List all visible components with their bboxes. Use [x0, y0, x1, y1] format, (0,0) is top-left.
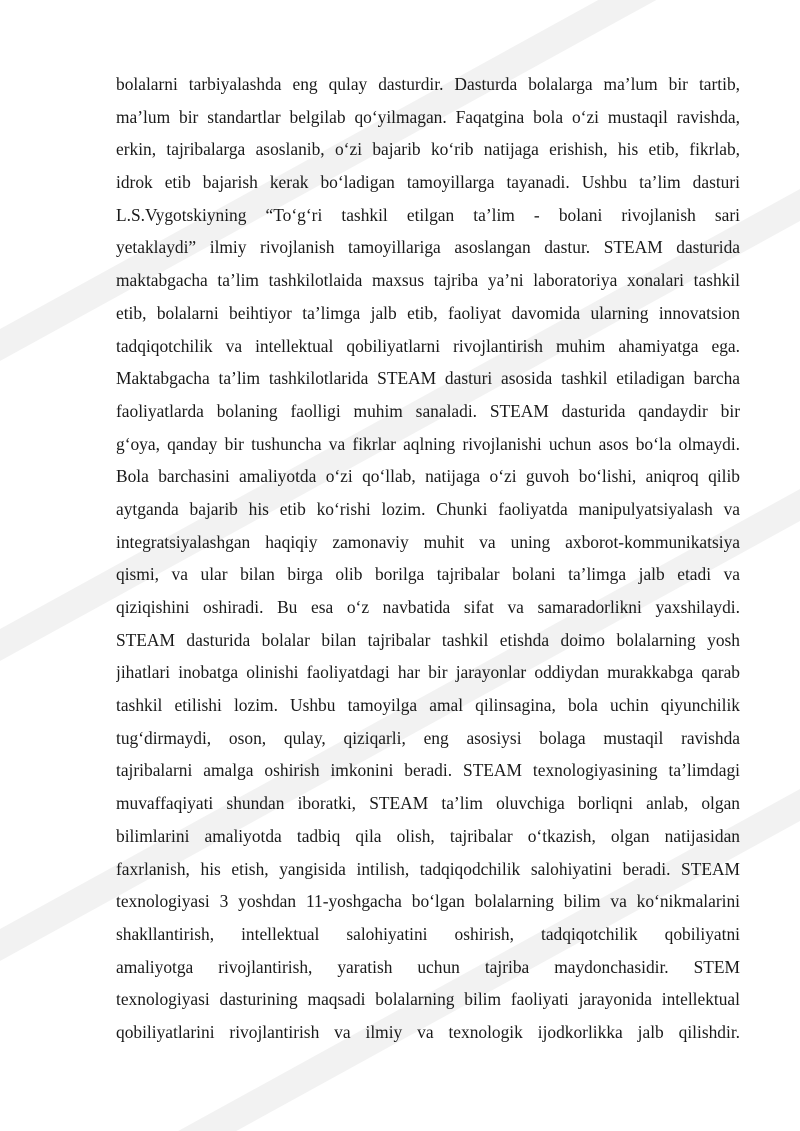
text-line: qobiliyatlarini rivojlantirish va ilmiy va texnologik ijodkorlikka jalb qilishdir. [116, 1021, 740, 1042]
text-line: texnologiyasi dasturining maqsadi bolalarning bilim faoliyati jarayonida intellektual [116, 989, 740, 1010]
text-line: qiziqishini oshiradi. Bu esa o‘z navbatida sifat va samaradorlikni yaxshilaydi. [116, 597, 740, 617]
text-line: faoliyatlarda bolaning faolligi muhim sanaladi. STEAM dasturida qandaydir bir [116, 400, 740, 421]
text-line: Maktabgacha ta’lim tashkilotlarida STEAM dasturi asosida tashkil etiladigan barcha [116, 368, 740, 389]
text-line: STEAM dasturida bolalar bilan tajribalar tashkil etishda doimo bolalarning yosh [116, 629, 740, 650]
text-line: tadqiqotchilik va intellektual qobiliyatlarni rivojlantirish muhim ahamiyatga ega. [116, 335, 740, 356]
text-line: qismi, va ular bilan birga olib borilga tajribalar bolani ta’limga jalb etadi va [116, 564, 740, 585]
text-line: Bola barchasini amaliyotda o‘zi qo‘llab, natijaga o‘zi guvoh bo‘lishi, aniqroq qilib [116, 466, 740, 487]
text-line: maktabgacha ta’lim tashkilotlaida maxsus tajriba ya’ni laboratoriya xonalari tashkil [116, 270, 740, 291]
text-line: shakllantirish, intellektual salohiyatini oshirish, tadqiqotchilik qobiliyatni [116, 923, 740, 944]
text-line: idrok etib bajarish kerak bo‘ladigan tamoyillarga tayanadi. Ushbu ta’lim dasturi [116, 172, 740, 193]
text-line: erkin, tajribalarga asoslanib, o‘zi bajarib ko‘rib natijaga erishish, his etib, fikrlab, [116, 139, 740, 160]
text-line: L.S.Vygotskiyning “To‘g‘ri tashkil etilgan ta’lim - bolani rivojlanish sari [116, 204, 740, 225]
text-line: texnologiyasi 3 yoshdan 11-yoshgacha bo‘lgan bolalarning bilim va ko‘nikmalarini [116, 891, 740, 912]
text-line: etib, bolalarni beihtiyor ta’limga jalb etib, faoliyat davomida ularning innovatsion [116, 302, 740, 323]
text-line: jihatlari inobatga olinishi faoliyatdagi har bir jarayonlar oddiydan murakkabga qarab [116, 662, 740, 683]
text-line: yetaklaydi” ilmiy rivojlanish tamoyillariga asoslangan dastur. STEAM dasturida [116, 237, 740, 258]
body-text [116, 68, 740, 1049]
text-line: muvaffaqiyati shundan iboratki, STEAM ta’lim oluvchiga borliqni anlab, olgan [116, 793, 740, 814]
text-line: ma’lum bir standartlar belgilab qo‘yilmagan. Faqatgina bola o‘zi mustaqil ravishda, [116, 106, 740, 127]
text-line: g‘oya, qanday bir tushuncha va fikrlar aqlning rivojlanishi uchun asos bo‘la olmaydi. [116, 433, 740, 454]
text-line: bilimlarini amaliyotda tadbiq qila olish, tajribalar o‘tkazish, olgan natijasidan [116, 825, 740, 846]
text-line: integratsiyalashgan haqiqiy zamonaviy muhit va uning axborot-kommunikatsiya [116, 531, 740, 552]
text-line: amaliyotga rivojlantirish, yaratish uchun tajriba maydonchasidir. STEM [116, 956, 740, 977]
text-line: aytganda bajarib his etib ko‘rishi lozim. Chunki faoliyatda manipulyatsiyalash va [116, 498, 740, 519]
text-line: bolalarni tarbiyalashda eng qulay dasturdir. Dasturda bolalarga ma’lum bir tartib, [116, 74, 740, 94]
text-line: tajribalarni amalga oshirish imkonini beradi. STEAM texnologiyasining ta’limdagi [116, 760, 740, 781]
text-line: tashkil etilishi lozim. Ushbu tamoyilga amal qilinsagina, bola uchin qiyunchilik [116, 695, 740, 716]
text-line: tug‘dirmaydi, oson, qulay, qiziqarli, eng asosiysi bolaga mustaqil ravishda [116, 727, 740, 748]
text-line: faxrlanish, his etish, yangisida intilish, tadqiqodchilik salohiyatini beradi. STEAM [116, 858, 740, 879]
